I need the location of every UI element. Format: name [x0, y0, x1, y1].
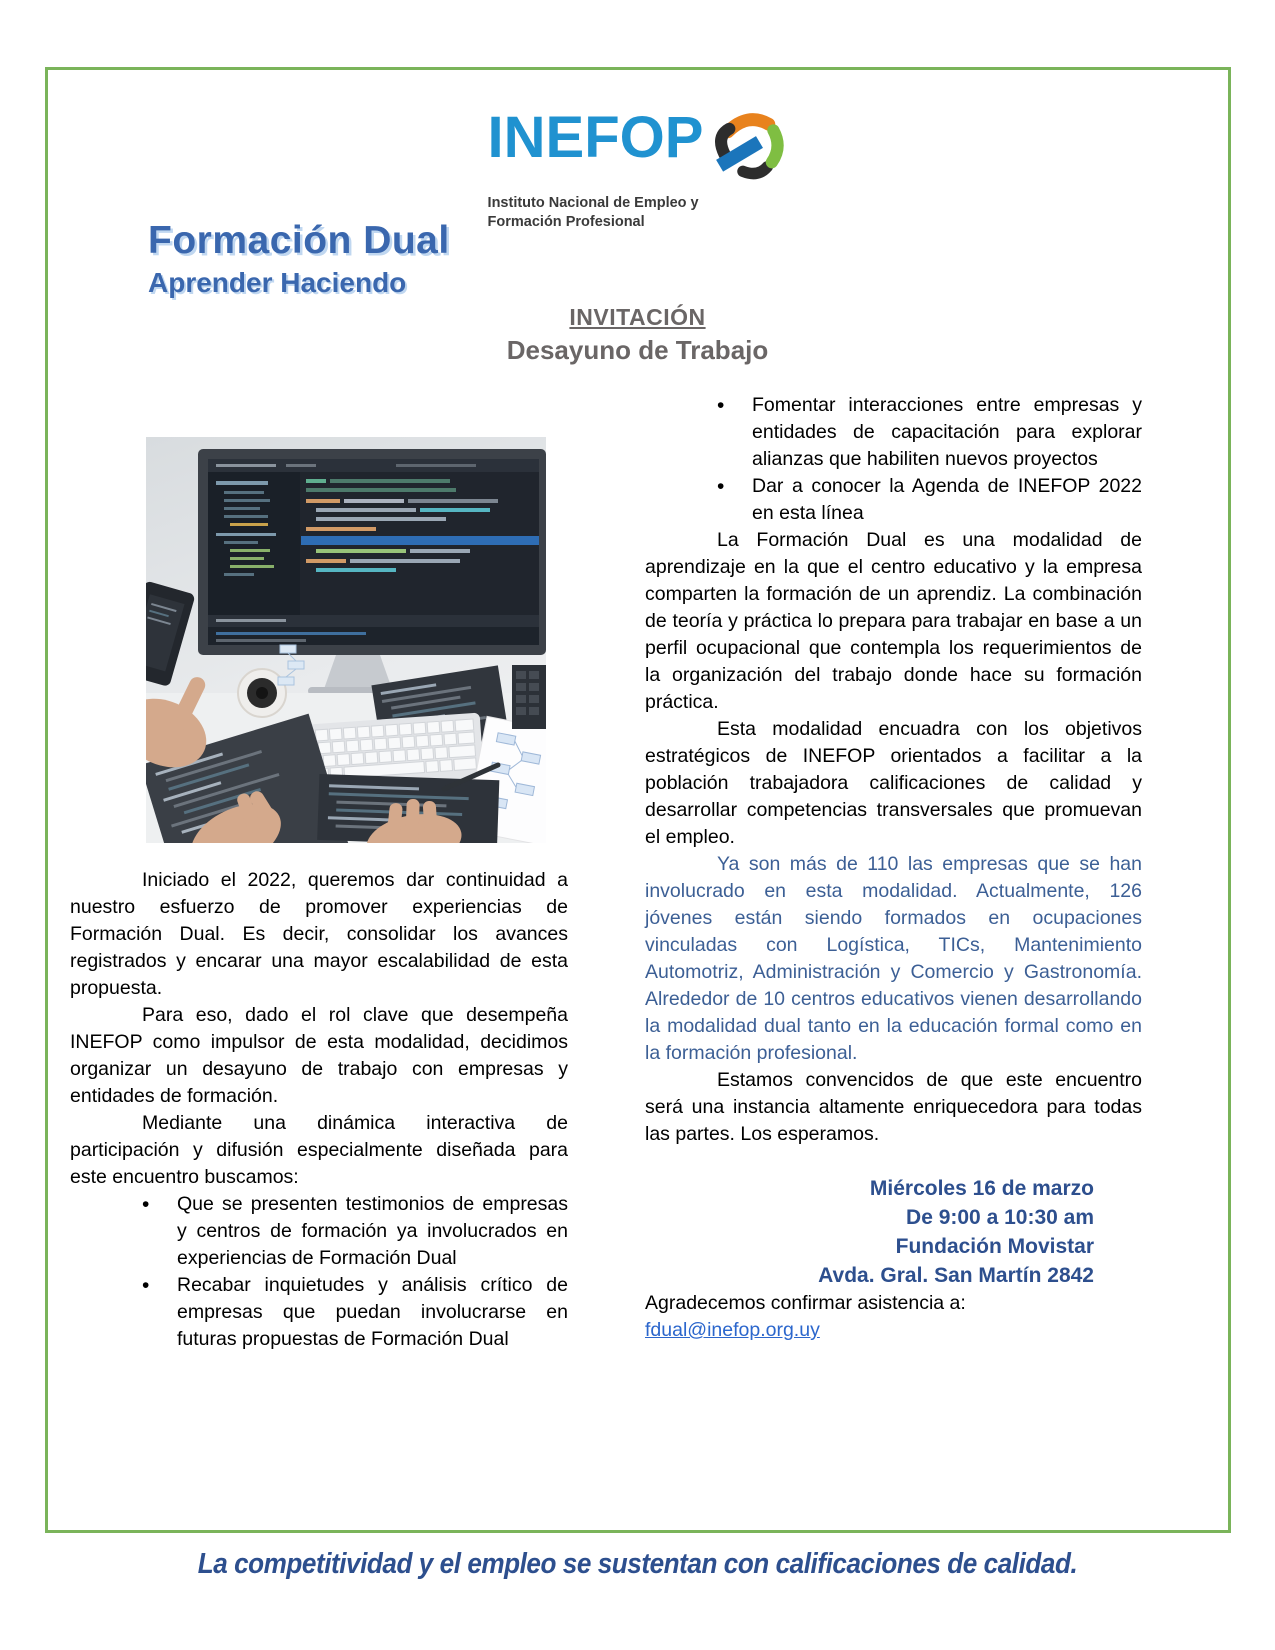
monitor: [198, 449, 546, 695]
paragraph: Para eso, dado el rol clave que desempeña INEFOP como impulsor de esta modalidad, decidimos organizar un desayuno de trabajo con empresas y entidades de formación.: [70, 1004, 568, 1107]
event-time: De 9:00 a 10:30 am: [906, 1206, 1094, 1229]
coffee-cup: [237, 668, 287, 718]
right-bullet-list: [645, 392, 1142, 527]
event-address: Avda. Gral. San Martín 2842: [818, 1264, 1094, 1287]
highlighted-paragraph: Ya son más de 110 las empresas que se han involucrado en esta modalidad. Actualmente, 126 jóvenes están siendo formados en ocupaciones vinculadas con Logística, TICs, Mantenimiento Automotriz, Administración y Comercio y Gastronomía. Alrededor de 10 centros educativos vienen desarrollando la modalidad dual tanto en la educación formal como en la formación profesional.: [645, 853, 1142, 1064]
bullet-item: • Fomentar interacciones entre empresas y entidades de capacitación para explorar alianzas que habiliten nuevos proyectos: [645, 392, 1142, 473]
paragraph: La Formación Dual es una modalidad de aprendizaje en la que el centro educativo y la empresa comparten la formación de un aprendiz. La combinación de teoría y práctica lo prepara para trabajar en base a un perfil ocupacional que contempla los requerimientos de la organización del trabajo donde hace su formación práctica.: [645, 529, 1142, 713]
footer-tagline: La competitividad y el empleo se sustentan con calificaciones de calidad.: [197, 1548, 1078, 1580]
paragraph: Esta modalidad encuadra con los objetivos estratégicos de INEFOP orientados a facilitar a la población trabajadora calificaciones de calidad y desarrollar competencias transversales que promuevan el empleo.: [645, 718, 1142, 848]
logo-wordmark: INEFOP: [487, 105, 704, 170]
page-title: Formación Dual: [148, 219, 450, 262]
inefop-knot-icon: [711, 106, 787, 187]
paragraph: Estamos convencidos de que este encuentro será una instancia altamente enriquecedora para todas las partes. Los esperamos.: [645, 1069, 1142, 1145]
invitation-heading: [0, 304, 1275, 366]
event-details: [645, 1174, 1142, 1290]
page-subtitle: Aprender Haciendo: [148, 266, 407, 298]
rsvp-email-line: [645, 1317, 1142, 1344]
laptop-edge: [512, 665, 546, 729]
logo-subtitle: Instituto Nacional de Empleo y Formación Profesional: [487, 195, 699, 230]
paragraph: Iniciado el 2022, queremos dar continuidad a nuestro esfuerzo de promover experiencias de Formación Dual. Es decir, consolidar los avances registrados y encarar una mayor escalabilidad de esta propuesta.: [70, 869, 568, 999]
rsvp-email-link[interactable]: fdual@inefop.org.uy: [645, 1319, 820, 1341]
event-venue: Fundación Movistar: [895, 1235, 1094, 1258]
left-column: [70, 437, 568, 1353]
program-title-block: [148, 220, 450, 299]
event-date: Miércoles 16 de marzo: [869, 1177, 1094, 1200]
left-bullet-list: [70, 1191, 568, 1353]
phone: [146, 580, 196, 687]
workspace-photo: [146, 437, 546, 843]
paragraph: Mediante una dinámica interactiva de participación y difusión especialmente diseñada para este encuentro buscamos:: [70, 1112, 568, 1188]
bullet-item: • Que se presenten testimonios de empresas y centros de formación ya involucrados en experiencias de Formación Dual: [70, 1191, 568, 1272]
bullet-item: • Recabar inquietudes y análisis crítico de empresas que puedan involucrarse en futuras propuestas de Formación Dual: [70, 1272, 568, 1353]
inefop-logo: [487, 105, 788, 232]
rsvp-label: Agradecemos confirmar asistencia a:: [645, 1292, 966, 1314]
right-column: [645, 392, 1142, 1344]
bullet-item: • Dar a conocer la Agenda de INEFOP 2022 en esta línea: [645, 473, 1142, 527]
event-name: Desayuno de Trabajo: [506, 335, 769, 365]
invitation-label: INVITACIÓN: [569, 304, 706, 330]
